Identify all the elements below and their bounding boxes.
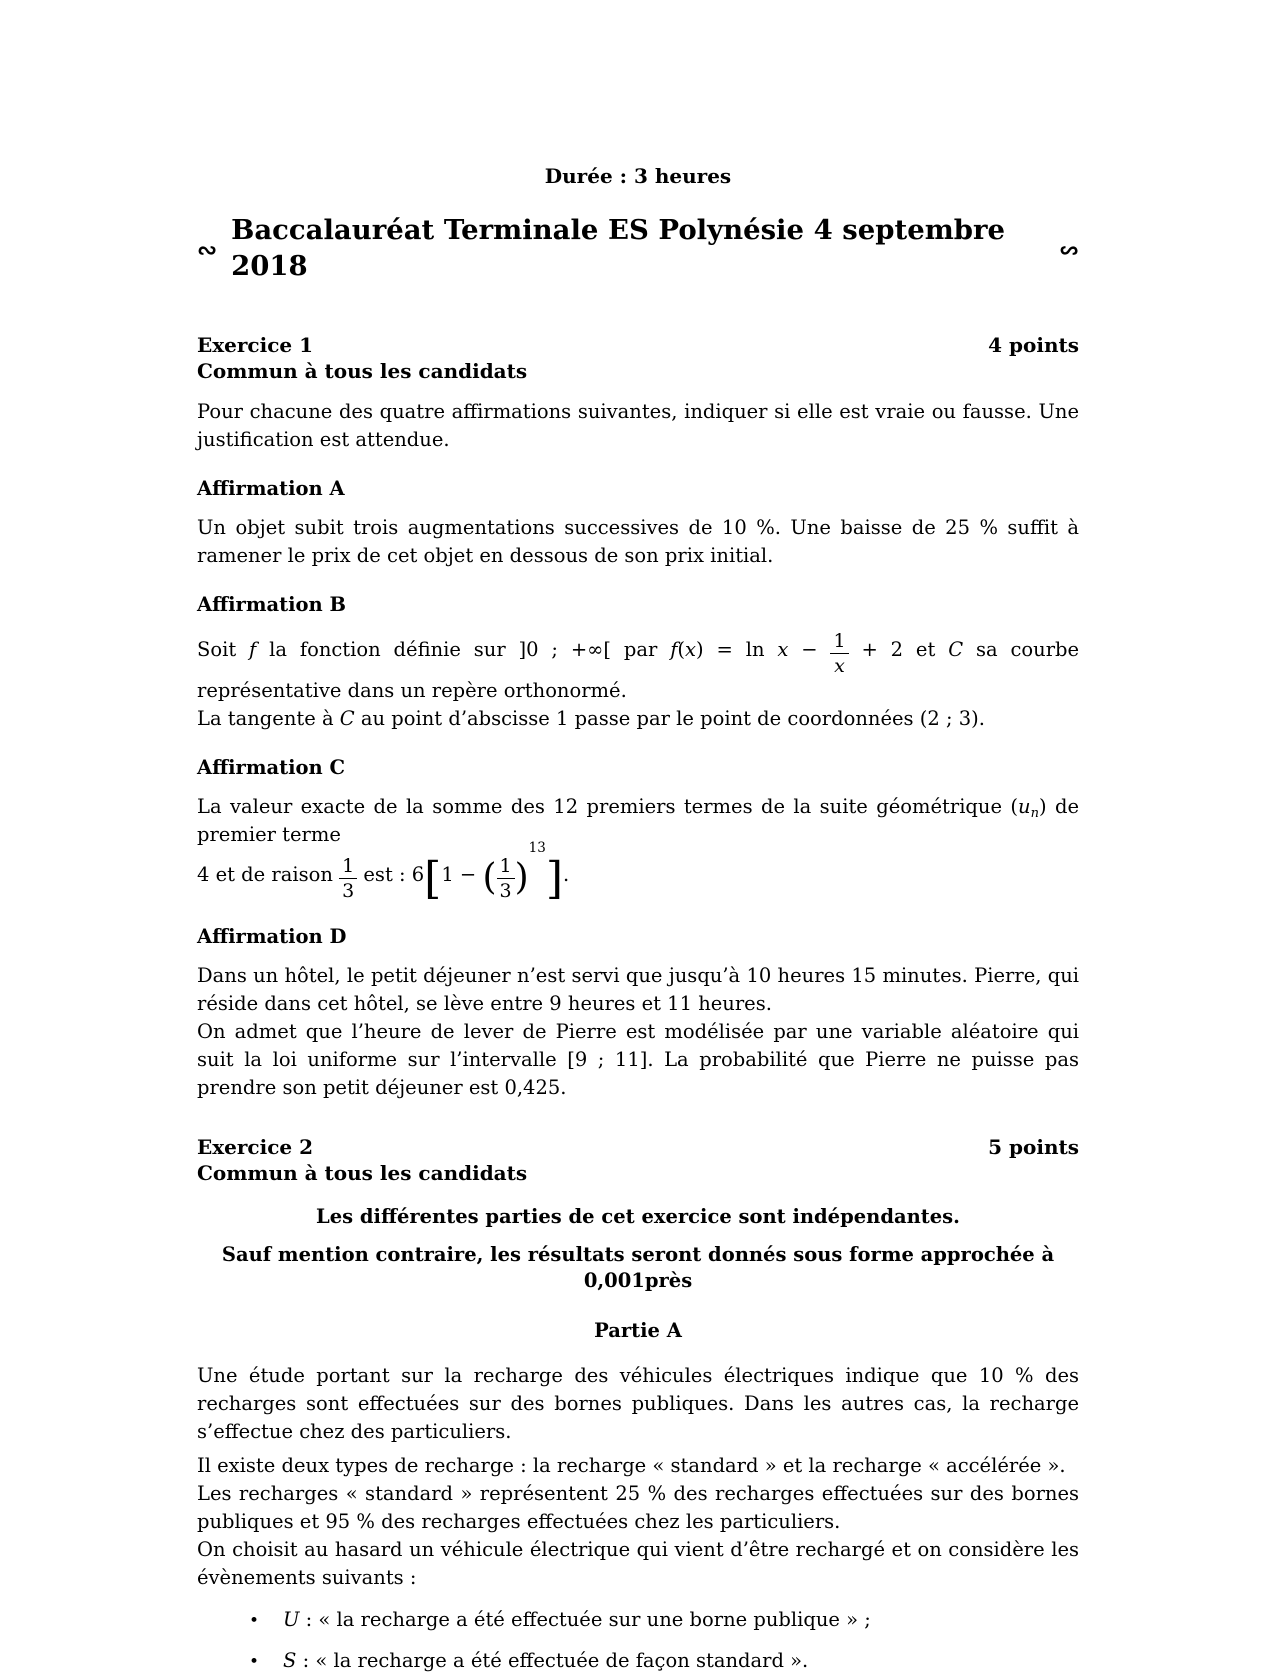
affirmation-a-body: Un objet subit trois augmentations successives de 10 %. Une baisse de 25 % suffit à ramener le prix de cet objet en dessous de son prix initial. <box>197 516 1079 567</box>
exercise2-points: 5 points <box>988 1135 1079 1159</box>
var-f: f <box>670 638 678 661</box>
var-U: U <box>283 1608 300 1631</box>
affc-line2-pre: 4 et de raison <box>197 863 333 886</box>
fraction-1-over-3 <box>497 855 515 902</box>
exercise2-note1: Les différentes parties de cet exercice sont indépendantes. <box>316 1205 960 1228</box>
affc-period: . <box>563 863 570 886</box>
fraction-1-over-x <box>830 630 848 677</box>
fraction-1-over-3 <box>339 855 357 902</box>
curve-symbol: C <box>339 707 355 730</box>
exponent-13: 13 <box>528 839 546 856</box>
duration-line: Durée : 3 heures <box>544 164 732 188</box>
document-title <box>197 212 1079 284</box>
event-s-text: : « la recharge a été effectuée de façon standard ». <box>302 1649 809 1672</box>
affc-line1-pre: La valeur exacte de la somme des 12 premiers termes de la suite géométrique ( <box>197 795 1019 818</box>
var-f: f <box>249 638 257 661</box>
affirmation-b-heading: Affirmation B <box>197 593 346 616</box>
partie-a-heading: Partie A <box>594 1319 682 1342</box>
exercise1-intro: Pour chacune des quatre affirmations suivantes, indiquer si elle est vraie ou fausse. Une justification est attendue. <box>197 400 1079 451</box>
curve-symbol: C <box>948 638 964 661</box>
subscript-n: n <box>1030 806 1039 821</box>
exercise1-header <box>197 332 1079 358</box>
exercise2-p2: Il existe deux types de recharge : la recharge « standard » et la recharge « accélérée ». <box>197 1454 1066 1477</box>
exercise1-common: Commun à tous les candidats <box>197 359 528 383</box>
affb-seg1: Soit <box>197 638 237 661</box>
ornament-left-icon: ∾ <box>197 236 218 264</box>
title-text: Baccalauréat Terminale ES Polynésie 4 septembre 2018 <box>231 214 1006 282</box>
affb-line2a: La tangente à <box>197 707 334 730</box>
var-S: S <box>283 1649 297 1672</box>
affirmation-c-heading: Affirmation C <box>197 756 345 779</box>
exercise2-common: Commun à tous les candidats <box>197 1161 528 1185</box>
big-bracket-open: [ <box>424 853 442 904</box>
affb-seg3: + 2 et <box>861 638 936 661</box>
affirmation-d-heading: Affirmation D <box>197 925 347 948</box>
affc-line1-post: ) de premier terme <box>197 795 1079 846</box>
affirmation-b-formula <box>197 630 1079 705</box>
affb-seg2: la fonction définie sur ]0 ; +∞[ par <box>269 638 658 661</box>
affirmation-a-heading: Affirmation A <box>197 477 345 500</box>
affb-paren-open: ( <box>677 638 686 661</box>
exercise1-label: Exercice 1 <box>197 333 313 357</box>
big-paren-open: ( <box>482 857 497 898</box>
events-list <box>197 1606 1079 1676</box>
exercise2-p3: Les recharges « standard » représentent 25 % des recharges effectuées sur des bornes publiques et 95 % des recharges effectuées chez les particuliers. <box>197 1482 1079 1533</box>
affirmation-d-p1: Dans un hôtel, le petit déjeuner n’est servi que jusqu’à 10 heures 15 minutes. Pierre, qui réside dans cet hôtel, se lève entre 9 heures et 11 heures. <box>197 964 1079 1015</box>
exercise1-points: 4 points <box>988 333 1079 357</box>
var-x: x <box>685 638 697 661</box>
affirmation-d-p2: On admet que l’heure de lever de Pierre est modélisée par une variable aléatoire qui suit la loi uniforme sur l’intervalle [9 ; 11]. La probabilité que Pierre ne puisse pas prendre son petit déjeuner est 0,425. <box>197 1020 1079 1099</box>
affb-equals-ln: ) = ln <box>696 638 765 661</box>
fraction-numerator: 1 <box>830 630 848 654</box>
affb-line2b: au point d’abscisse 1 passe par le point de coordonnées (2 ; 3). <box>360 707 985 730</box>
fraction-numerator: 1 <box>497 855 515 879</box>
fraction-denominator: 3 <box>499 880 512 902</box>
event-u-text: : « la recharge a été effectuée sur une borne publique » ; <box>305 1608 871 1631</box>
affirmation-b-line2 <box>197 705 1079 733</box>
var-u: u <box>1018 795 1031 818</box>
fraction-denominator: x <box>834 655 845 677</box>
affb-seg4: sa courbe représentative dans un repère orthonormé. <box>197 638 1080 702</box>
list-item-event-u <box>249 1606 1079 1635</box>
ornament-right-icon: ∾ <box>1058 236 1079 264</box>
affc-line2-mid: est : 6 <box>363 863 425 886</box>
fraction-numerator: 1 <box>339 855 357 879</box>
big-bracket-close: ] <box>545 853 564 904</box>
list-item-event-s <box>249 1647 1079 1676</box>
fraction-denominator: 3 <box>342 880 355 902</box>
big-paren-close: ) <box>514 857 529 898</box>
exercise2-label: Exercice 2 <box>197 1135 313 1159</box>
affirmation-c-line1 <box>197 793 1079 849</box>
exercise2-p1: Une étude portant sur la recharge des véhicules électriques indique que 10 % des recharges sont effectuées sur des bornes publiques. Dans les autres cas, la recharge s’effectue chez des particuliers. <box>197 1364 1079 1443</box>
exercise2-p4: On choisit au hasard un véhicule électrique qui vient d’être rechargé et on considère les évènements suivants : <box>197 1538 1079 1589</box>
affc-one-minus: 1 − <box>441 863 477 886</box>
minus-sign: − <box>801 638 818 661</box>
exercise2-note2: Sauf mention contraire, les résultats seront donnés sous forme approchée à 0,001près <box>221 1243 1055 1292</box>
affirmation-c-formula <box>197 839 1079 904</box>
exercise2-header <box>197 1134 1079 1160</box>
var-x: x <box>777 638 789 661</box>
